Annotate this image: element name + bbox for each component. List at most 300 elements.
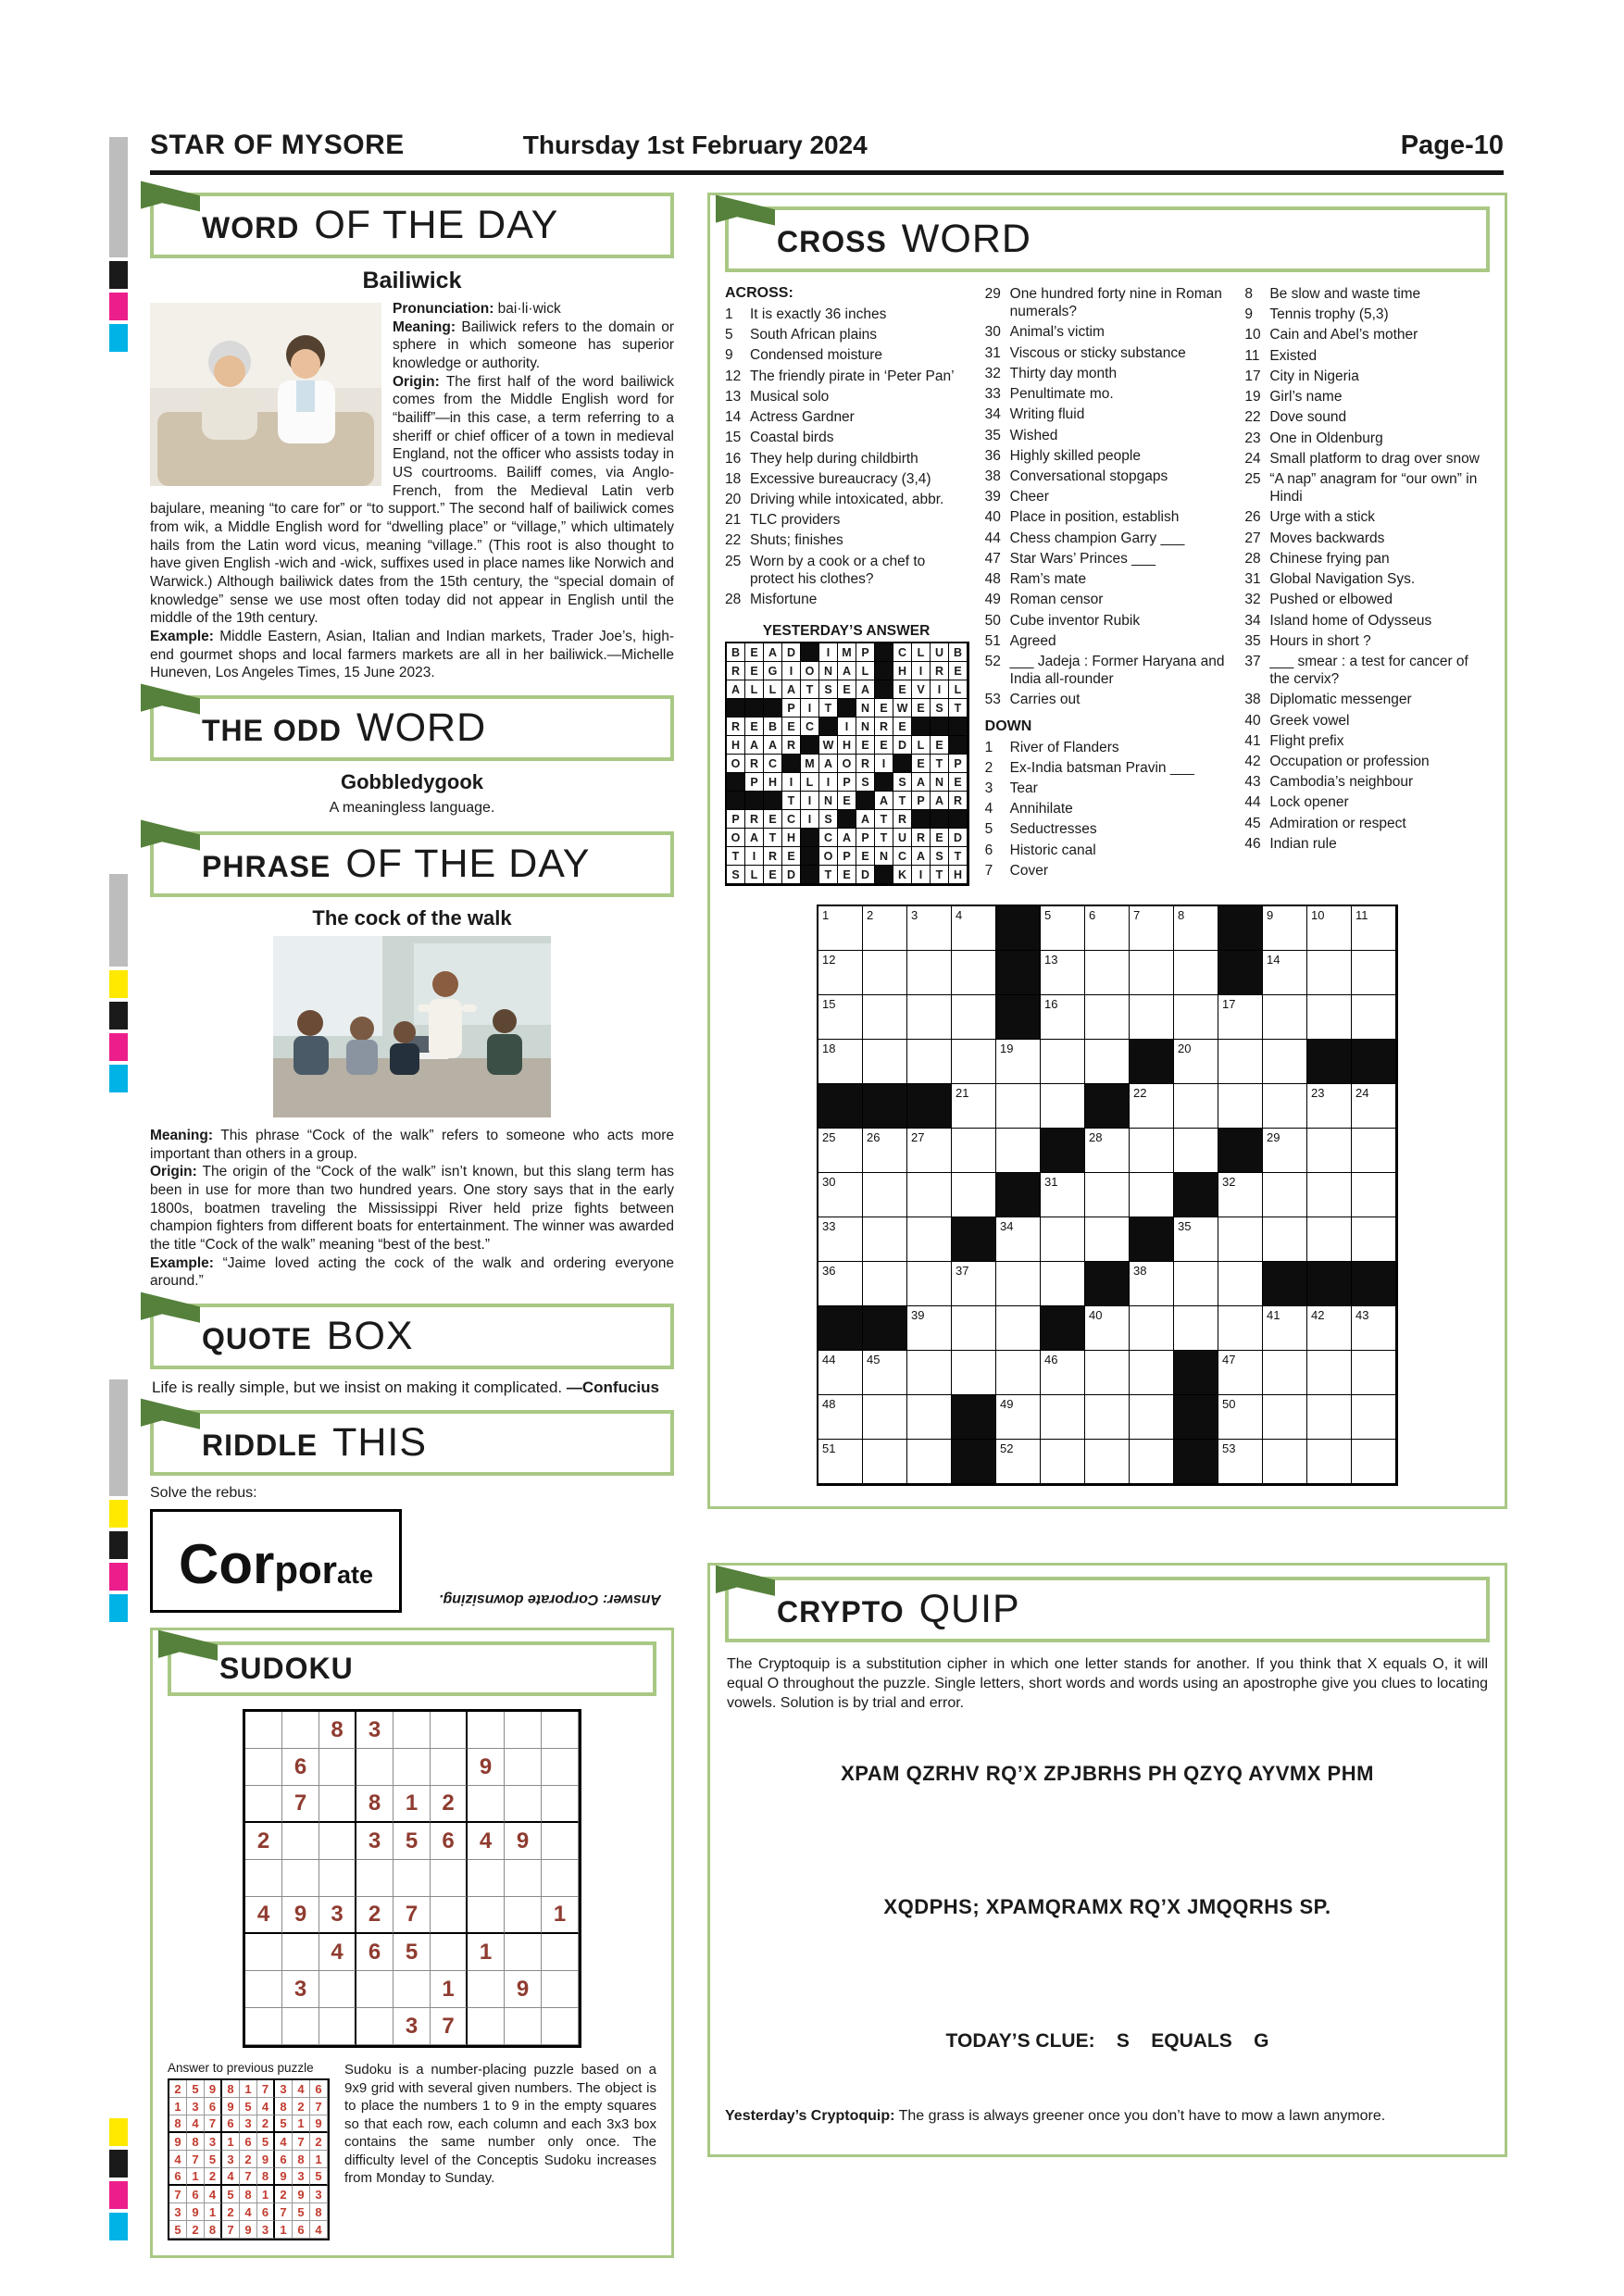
left-column: [150, 193, 674, 2258]
crossword-cell-number: 51: [822, 1441, 836, 1456]
crossword-cell-number: 17: [1222, 997, 1236, 1012]
answer-grid-letter-cell: E: [931, 736, 949, 755]
clue-text: Flight prefix: [1269, 732, 1344, 749]
clue-number: 31: [1244, 571, 1261, 588]
sudoku-cell: 3: [275, 2080, 293, 2098]
crossword-cell: [952, 906, 996, 951]
crossword-cell: [1218, 1440, 1263, 1484]
field-text: The grass is always greener once you don’t have to mow a lawn anymore.: [898, 2108, 1386, 2125]
answer-grid-black-cell: [875, 866, 893, 884]
answer-grid-letter-cell: L: [912, 643, 931, 662]
answer-grid-black-cell: [801, 829, 819, 847]
sudoku-cell: 1: [257, 2186, 275, 2203]
answer-grid-letter-cell: O: [727, 755, 745, 773]
answer-grid-black-cell: [875, 643, 893, 662]
sudoku-cell: [245, 2008, 282, 2045]
crossword-cell: [1218, 1217, 1263, 1262]
answer-grid-letter-cell: I: [782, 662, 801, 680]
field-label: Pronunciation:: [393, 301, 494, 317]
crossword-cell: [1041, 1084, 1085, 1129]
corner-ribbon-icon: [141, 180, 200, 213]
crossword-cell: [863, 951, 907, 995]
answer-grid-letter-cell: S: [931, 847, 949, 866]
sudoku-cell: [505, 1786, 542, 1823]
answer-grid-letter-cell: A: [856, 680, 875, 699]
clue-text: South African plains: [750, 327, 878, 343]
answer-grid-letter-cell: I: [745, 847, 764, 866]
crossword-black-cell: [818, 1306, 863, 1351]
crossword-clue: [1244, 326, 1490, 343]
crossword-black-cell: [1218, 951, 1263, 995]
answer-grid-letter-cell: R: [745, 810, 764, 829]
crossword-cell: [1263, 1306, 1307, 1351]
crossword-black-cell: [996, 995, 1041, 1040]
crossword-cell: [1307, 906, 1352, 951]
section-title-bold: PHRASE: [202, 850, 331, 884]
crossword-cell-number: 13: [1044, 953, 1058, 967]
phrase-body: [150, 1127, 674, 1291]
down-label: DOWN: [984, 718, 1032, 734]
phrase-meaning: [150, 1127, 674, 1163]
answer-grid-letter-cell: D: [782, 866, 801, 884]
clue-text: Actress Gardner: [750, 409, 855, 426]
clue-text: Existed: [1269, 347, 1318, 364]
sudoku-cell: 1: [293, 2115, 310, 2133]
sudoku-cell: 5: [293, 2203, 310, 2221]
sudoku-cell: [356, 1860, 394, 1897]
answer-grid-letter-cell: A: [912, 847, 931, 866]
clue-number: 12: [725, 368, 742, 384]
answer-grid-letter-cell: O: [801, 662, 819, 680]
crossword-clue: [1244, 712, 1490, 730]
cryptoquip-line-1: XPAM QZRHV RQ’X ZPJBRHS PH QZYQ AYVMX PHM: [841, 1761, 1374, 1785]
crossword-cell: [907, 1395, 952, 1440]
clue-text: Tear: [1009, 780, 1038, 797]
sudoku-cell: [505, 1897, 542, 1934]
crossword-clue: [725, 346, 970, 364]
crossword-cell: [1307, 1173, 1352, 1217]
answer-grid-black-cell: [764, 699, 782, 718]
answer-grid-letter-cell: O: [838, 755, 856, 773]
crossword-cell: [952, 951, 996, 995]
clue-number: 30: [984, 324, 1001, 341]
answer-grid-letter-cell: P: [949, 755, 968, 773]
sudoku-cell: [356, 2008, 394, 2045]
clue-text: Moves backwards: [1269, 530, 1385, 546]
sudoku-cell: 7: [293, 2133, 310, 2151]
answer-grid-letter-cell: R: [912, 829, 931, 847]
crossword-cell: [1130, 995, 1174, 1040]
clue-number: 37: [1244, 653, 1261, 669]
clue-text: ___ smear : a test for cancer of the cervix?: [1269, 653, 1468, 688]
field-text: bai·li·wick: [497, 301, 561, 317]
sudoku-cell: 4: [169, 2151, 187, 2168]
crossword-cell: [1041, 1217, 1085, 1262]
answer-grid-letter-cell: O: [819, 847, 838, 866]
crossword-cell-number: 30: [822, 1175, 836, 1190]
clue-text: Shuts; finishes: [750, 532, 843, 549]
crossword-cell: [1085, 1040, 1130, 1084]
crossword-black-cell: [863, 1306, 907, 1351]
clue-number: 24: [1244, 450, 1261, 467]
answer-grid-black-cell: [931, 718, 949, 736]
clue-number: 22: [1244, 409, 1261, 426]
section-title-bold: QUOTE: [202, 1322, 312, 1356]
clue-text: Misfortune: [750, 592, 818, 608]
sudoku-cell: [431, 1749, 468, 1786]
answer-grid-letter-cell: N: [931, 773, 949, 792]
crossword-cell: [952, 1040, 996, 1084]
sudoku-answer-grid: [168, 2078, 330, 2240]
sudoku-cell: 9: [257, 2151, 275, 2168]
crossword-cell: [863, 1395, 907, 1440]
crossword-cell: [907, 995, 952, 1040]
crossword-clue: [1244, 550, 1490, 568]
answer-grid-letter-cell: U: [893, 829, 912, 847]
corner-ribbon-icon: [141, 818, 200, 852]
crossword-black-cell: [1130, 1217, 1174, 1262]
clue-number: 42: [1244, 754, 1261, 770]
crossword-black-cell: [996, 951, 1041, 995]
clue-text: Small platform to drag over snow: [1269, 450, 1480, 467]
answer-grid-letter-cell: L: [856, 662, 875, 680]
clue-text: Roman censor: [1009, 592, 1104, 608]
crossword-cell: [1130, 951, 1174, 995]
crossword-clue: [985, 508, 1230, 526]
corner-ribbon-icon: [158, 1628, 218, 1662]
crossword-clue: [985, 488, 1230, 505]
sudoku-cell: 2: [187, 2221, 205, 2239]
crossword-cell: [907, 906, 952, 951]
answer-grid-letter-cell: N: [856, 699, 875, 718]
sudoku-cell: [356, 1971, 394, 2008]
sudoku-cell: 9: [240, 2221, 257, 2239]
word-of-the-day-header: [150, 193, 674, 258]
answer-grid-letter-cell: M: [838, 643, 856, 662]
answer-grid-letter-cell: I: [801, 792, 819, 810]
masthead-rule: [150, 170, 1504, 175]
answer-grid-letter-cell: W: [819, 736, 838, 755]
clue-number: 43: [1244, 774, 1261, 791]
sudoku-description: Sudoku is a number-placing puzzle based on a 9x9 grid with several given numbers. The object is to place the numbers 1 to 9 in the empty squares so that each row, each column and each 3x3 box contains the same number only once. The difficulty level of the Conceptis Sudoku increases from Monday to Sunday.: [344, 2062, 656, 2187]
crossword-cell: [1307, 1351, 1352, 1395]
crossword-clue: [985, 447, 1230, 465]
sudoku-cell: [542, 1934, 579, 1971]
crossword-cell: [1263, 906, 1307, 951]
answer-grid-letter-cell: T: [764, 829, 782, 847]
clues-col2-across: [985, 285, 1230, 709]
sudoku-cell: 1: [431, 1971, 468, 2008]
clue-text: Writing fluid: [1009, 406, 1085, 423]
section-title-bold: THE ODD: [202, 714, 342, 748]
answer-grid-letter-cell: R: [782, 736, 801, 755]
crossword-clue: [1244, 408, 1490, 426]
sudoku-cell: [542, 1860, 579, 1897]
crossword-clue: [1244, 430, 1490, 447]
crossword-cell: [1263, 1217, 1307, 1262]
sudoku-cell: 7: [282, 1786, 319, 1823]
field-text: The first half of the word bailiwick comes from the Middle English word for “bailiff”—in this case, a term referring to a sheriff or chief officer of a town in medieval England, not the officer who assists today in US courtrooms. Bailiff comes, via Anglo-French, from the Medieval Latin verb bajulare, meaning “to care for” or “to support.” The second half of bailiwick comes from wik, a Middle English word for “dwelling place” or “village,” which ultimately hails from the Latin word vicus, meaning “village.” (This root is also thought to have given English -wich and -wick, suffixes used in place names like Norwich and Warwick.) Although bailiwick dates from the 15th century, the “special domain of knowledge” sense we use most often today did not appear in English until the middle of the 19th century.: [150, 373, 674, 627]
crossword-cell-number: 20: [1178, 1042, 1192, 1056]
registration-cyan-square: [109, 1065, 128, 1092]
crossword-clue: [985, 406, 1230, 423]
answer-grid-letter-cell: T: [782, 792, 801, 810]
answer-grid-letter-cell: T: [893, 792, 912, 810]
answer-grid-letter-cell: I: [819, 643, 838, 662]
answer-grid-black-cell: [949, 736, 968, 755]
crossword-cell: [818, 1040, 863, 1084]
sudoku-cell: 8: [187, 2133, 205, 2151]
clue-number: 8: [1244, 286, 1253, 302]
answer-grid-letter-cell: A: [764, 736, 782, 755]
crossword-cell: [996, 1440, 1041, 1484]
crossword-cell: [1130, 1351, 1174, 1395]
answer-grid-letter-cell: T: [931, 866, 949, 884]
crossword-cell: [1174, 1262, 1218, 1306]
answer-grid-letter-cell: N: [875, 847, 893, 866]
crossword-cell-number: 25: [822, 1130, 836, 1145]
answer-grid-letter-cell: T: [801, 680, 819, 699]
crossword-black-cell: [1041, 1306, 1085, 1351]
answer-grid-letter-cell: E: [912, 699, 931, 718]
clue-number: 1: [725, 306, 733, 322]
sudoku-header: [168, 1641, 656, 1696]
clue-number: 25: [1244, 470, 1261, 487]
answer-grid-black-cell: [875, 662, 893, 680]
crossword-cell-number: 23: [1311, 1086, 1325, 1101]
answer-grid-letter-cell: I: [819, 773, 838, 792]
sudoku-cell: [245, 1860, 282, 1897]
clue-text: Global Navigation Sys.: [1269, 571, 1416, 588]
sudoku-cell: 2: [169, 2080, 187, 2098]
registration-magenta-square: [109, 1033, 128, 1061]
answer-grid-letter-cell: H: [727, 736, 745, 755]
section-title-light: OF THE DAY: [345, 842, 591, 887]
crossword-cell: [996, 1351, 1041, 1395]
sudoku-cell: 9: [468, 1749, 505, 1786]
answer-grid-black-cell: [875, 773, 893, 792]
clue-number: 31: [984, 344, 1001, 361]
crossword-cell: [1174, 1040, 1218, 1084]
crossword-cell-number: 32: [1222, 1175, 1236, 1190]
crossword-cell: [1307, 995, 1352, 1040]
crossword-cell: [907, 1351, 952, 1395]
crossword-clue: [985, 550, 1230, 568]
sudoku-cell: 1: [468, 1934, 505, 1971]
sudoku-cell: 5: [240, 2098, 257, 2115]
answer-grid-black-cell: [727, 773, 745, 792]
answer-grid-letter-cell: E: [893, 718, 912, 736]
answer-grid-letter-cell: E: [912, 755, 931, 773]
clue-text: Diplomatic messenger: [1269, 692, 1412, 708]
crossword-cell-number: 53: [1222, 1441, 1236, 1456]
crossword-black-cell: [1263, 1262, 1307, 1306]
clue-text: Admiration or respect: [1269, 815, 1406, 831]
crossword-black-cell: [1174, 1351, 1218, 1395]
crossword-cell: [863, 1173, 907, 1217]
answer-grid-letter-cell: R: [931, 662, 949, 680]
crossword-cell: [996, 1306, 1041, 1351]
phrase-of-the-day-section: [150, 831, 674, 1291]
clue-number: 26: [1244, 509, 1261, 526]
answer-grid-black-cell: [931, 810, 949, 829]
sudoku-grid: [243, 1709, 581, 2048]
registration-bar: [109, 1379, 128, 1496]
crossword-clue: [985, 842, 1230, 859]
crossword-black-cell: [996, 906, 1041, 951]
crossword-cell-number: 2: [867, 908, 874, 923]
crossword-cell: [952, 1084, 996, 1129]
riddle-answer-upside-down: Answer: Corporate downsizing.: [439, 1591, 662, 1608]
answer-grid-black-cell: [727, 699, 745, 718]
answer-grid-letter-cell: P: [782, 699, 801, 718]
crossword-cell: [1307, 1395, 1352, 1440]
answer-grid-letter-cell: B: [727, 643, 745, 662]
answer-grid-letter-cell: H: [782, 829, 801, 847]
answer-grid-letter-cell: H: [764, 773, 782, 792]
clue-number: 53: [984, 692, 1001, 708]
crossword-cell: [996, 1395, 1041, 1440]
crossword-black-cell: [1352, 1040, 1396, 1084]
clue-text: Thirty day month: [1009, 365, 1118, 381]
crossword-cell: [1174, 1217, 1218, 1262]
answer-grid-letter-cell: I: [838, 718, 856, 736]
crossword-cell-number: 21: [956, 1086, 969, 1101]
crossword-clue: [985, 612, 1230, 630]
answer-grid-letter-cell: S: [819, 810, 838, 829]
answer-grid-black-cell: [727, 792, 745, 810]
crossword-clue: [1244, 612, 1490, 630]
clue-text: City in Nigeria: [1269, 368, 1359, 384]
crossword-cell: [863, 906, 907, 951]
answer-grid-letter-cell: V: [912, 680, 931, 699]
clue-number: 18: [725, 470, 742, 487]
answer-grid-letter-cell: P: [727, 810, 745, 829]
clue-text: Cover: [1009, 862, 1049, 879]
clue-number: 13: [725, 388, 742, 405]
crossword-cell: [1041, 1262, 1085, 1306]
registration-yellow-square: [109, 970, 128, 998]
crossword-cell-number: 26: [867, 1130, 881, 1145]
field-label: Example:: [150, 629, 214, 645]
clue-number: 9: [1244, 306, 1253, 323]
answer-grid-letter-cell: C: [782, 810, 801, 829]
sudoku-cell: [319, 1749, 356, 1786]
sudoku-cell: [282, 1712, 319, 1749]
sudoku-cell: 6: [293, 2221, 310, 2239]
sudoku-cell: 2: [222, 2203, 240, 2221]
quote-box-header: [150, 1304, 674, 1369]
sudoku-answer-label: Answer to previous puzzle: [168, 2061, 314, 2076]
sudoku-bottom: [168, 2061, 656, 2240]
clue-text: One hundred forty nine in Roman numerals?: [1009, 286, 1222, 320]
crossword-cell: [1263, 1351, 1307, 1395]
registration-yellow-square: [109, 2118, 128, 2146]
registration-cyan-square: [109, 324, 128, 352]
sudoku-cell: 6: [187, 2186, 205, 2203]
clue-number: 41: [1244, 732, 1261, 749]
answer-grid-letter-cell: A: [856, 810, 875, 829]
wotd-body: [150, 300, 674, 682]
clue-number: 34: [984, 406, 1001, 423]
crossword-black-cell: [952, 1395, 996, 1440]
answer-grid-letter-cell: A: [912, 773, 931, 792]
crossword-cell: [818, 1173, 863, 1217]
crossword-cell-number: 40: [1089, 1308, 1103, 1323]
masthead: [150, 130, 1504, 161]
crossword-clue: [725, 511, 970, 529]
crossword-cell: [1085, 1129, 1130, 1173]
sudoku-cell: [319, 1971, 356, 2008]
crossword-black-cell: [1307, 1262, 1352, 1306]
sudoku-cell: 2: [240, 2151, 257, 2168]
crossword-cell: [1041, 1040, 1085, 1084]
answer-grid-letter-cell: L: [912, 736, 931, 755]
sudoku-cell: [431, 1934, 468, 1971]
registration-magenta-square: [109, 2181, 128, 2209]
clue-number: 40: [1244, 712, 1261, 729]
clue-text: Cheer: [1009, 489, 1049, 505]
clue-text: Annihilate: [1009, 801, 1073, 817]
crossword-clue: [725, 429, 970, 446]
crossword-cell: [1218, 1173, 1263, 1217]
crossword-cell: [1218, 995, 1263, 1040]
answer-grid-black-cell: [949, 718, 968, 736]
sudoku-cell: 3: [222, 2151, 240, 2168]
answer-grid-letter-cell: I: [912, 662, 931, 680]
sudoku-cell: 9: [282, 1897, 319, 1934]
sudoku-cell: [431, 1897, 468, 1934]
cryptoquip-yesterday: [725, 2084, 1490, 2125]
answer-grid-letter-cell: E: [949, 662, 968, 680]
crossword-clue: [1244, 388, 1490, 406]
crossword-cell: [1218, 1084, 1263, 1129]
crossword-cell: [907, 1440, 952, 1484]
clue-text: Girl’s name: [1269, 389, 1343, 406]
section-title-light: QUIP: [918, 1587, 1020, 1632]
sudoku-cell: 7: [205, 2115, 222, 2133]
sudoku-cell: 3: [356, 1823, 394, 1860]
answer-grid-letter-cell: S: [931, 699, 949, 718]
answer-grid-letter-cell: P: [745, 773, 764, 792]
crossword-black-cell: [952, 1440, 996, 1484]
crossword-black-cell: [1130, 1040, 1174, 1084]
crossword-clue: [1244, 793, 1490, 811]
answer-grid-letter-cell: P: [912, 792, 931, 810]
crossword-cell: [863, 995, 907, 1040]
crossword-cell: [1041, 995, 1085, 1040]
sudoku-cell: 5: [187, 2080, 205, 2098]
crossword-cell: [863, 1440, 907, 1484]
clue-text: TLC providers: [750, 512, 841, 529]
crossword-cell: [1085, 995, 1130, 1040]
clue-column-3: [1244, 285, 1490, 886]
corner-ribbon-icon: [141, 682, 200, 716]
crossword-cell: [1307, 951, 1352, 995]
registration-black-square: [109, 1531, 128, 1559]
answer-grid-letter-cell: D: [856, 866, 875, 884]
crossword-cell-number: 49: [1000, 1397, 1014, 1412]
crossword-clue: [725, 368, 970, 385]
crossword-cell: [818, 906, 863, 951]
answer-grid-letter-cell: T: [875, 810, 893, 829]
crossword-header: [725, 206, 1490, 272]
crossword-black-cell: [1085, 1262, 1130, 1306]
clue-number: 32: [1244, 592, 1261, 608]
crossword-cell-number: 31: [1044, 1175, 1058, 1190]
rebus-part: ate: [336, 1561, 374, 1590]
answer-grid-letter-cell: M: [801, 755, 819, 773]
